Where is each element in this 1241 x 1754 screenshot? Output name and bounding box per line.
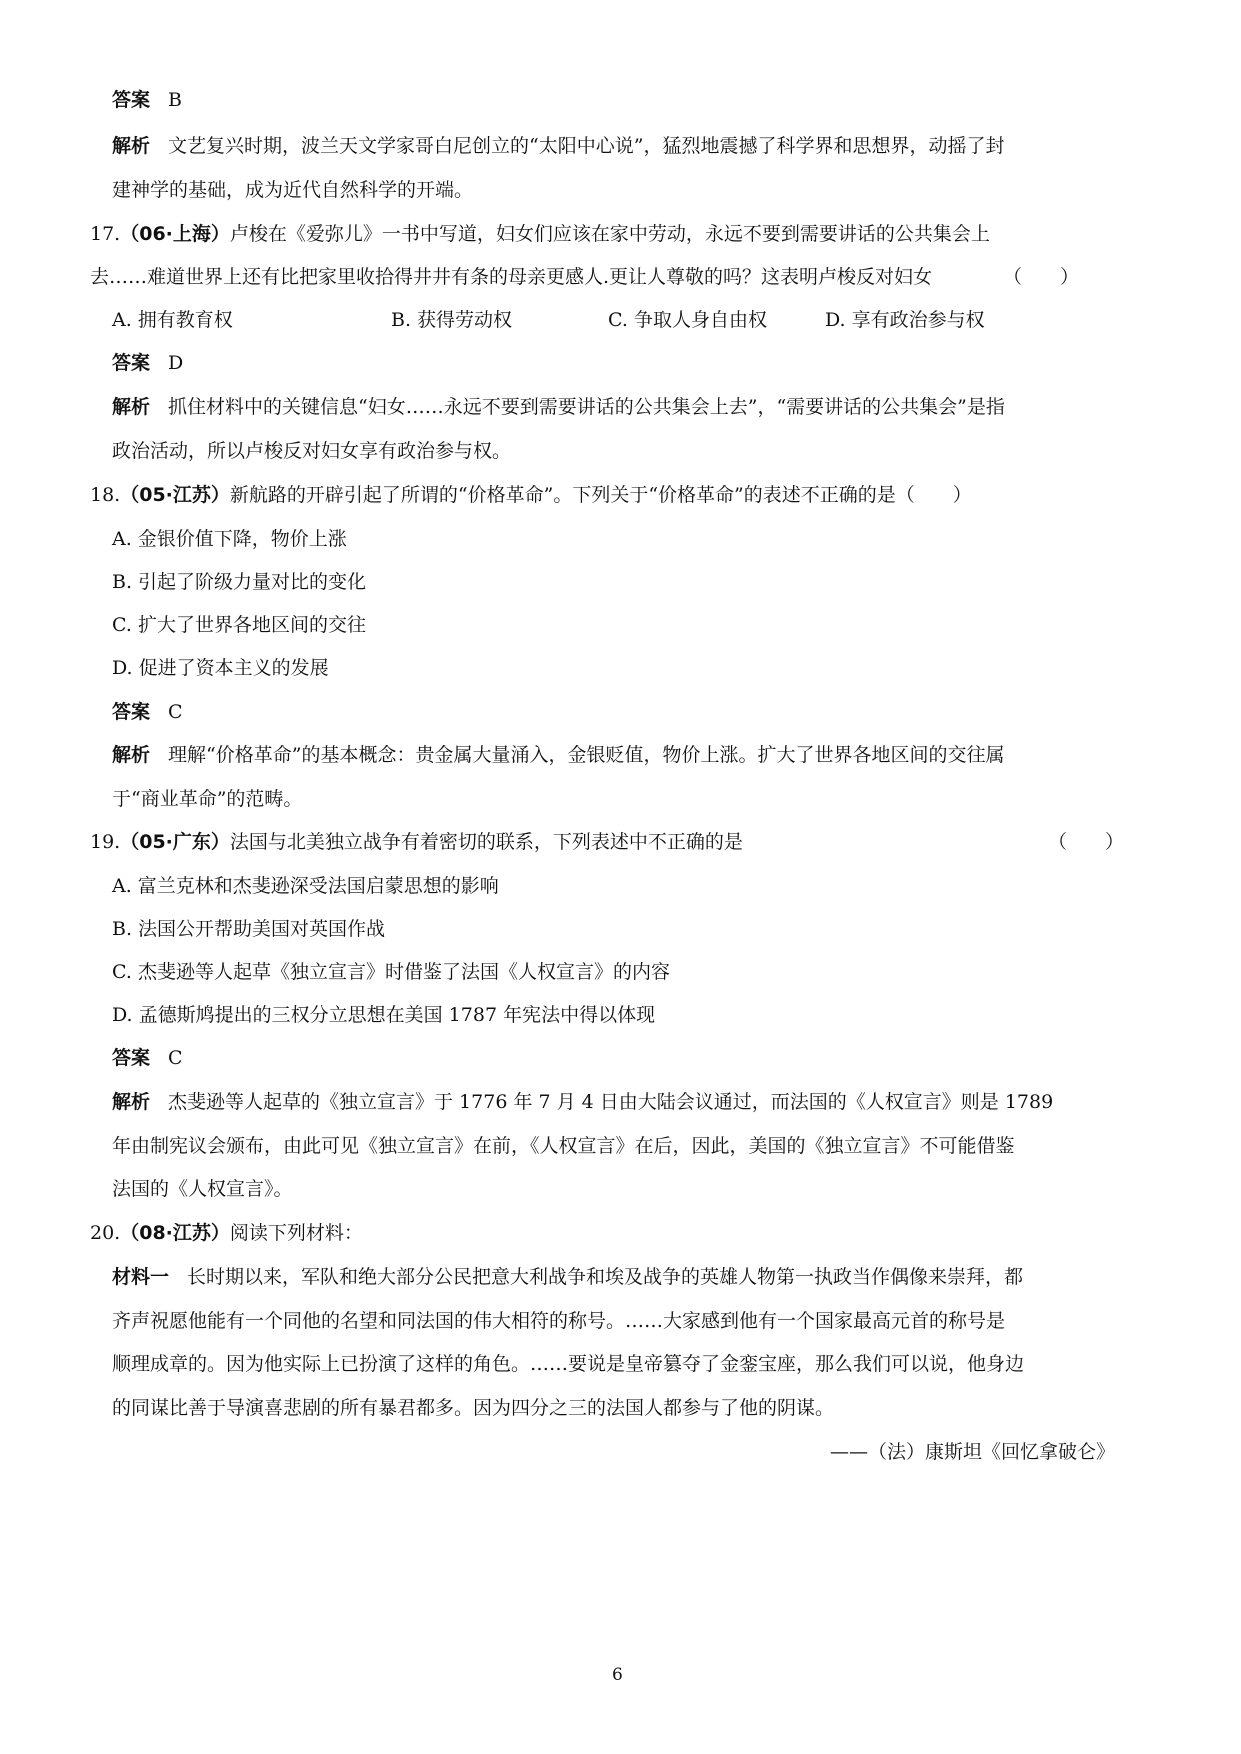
- q16-analysis-line-1: [112, 134, 1004, 158]
- q17-answer-value: D: [168, 352, 184, 374]
- analysis-label: 解析: [112, 1091, 151, 1113]
- q19-answer-paren: （ ）: [1048, 831, 1125, 853]
- q18-answer-line: [112, 700, 183, 724]
- q18-stem-line: [90, 483, 972, 507]
- q17-analysis-text-1: 抓住材料中的关键信息“妇女……永远不要到需要讲话的公共集会上去”，“需要讲话的公共集会”是指: [168, 396, 1005, 418]
- q17-option-d: D. 享有政治参与权: [825, 309, 985, 331]
- analysis-label: 解析: [112, 135, 151, 157]
- q19-stem-text: 法国与北美独立战争有着密切的联系，下列表述中不正确的是: [229, 831, 743, 853]
- answer-label: 答案: [112, 1047, 151, 1069]
- q20-material-line-1: [112, 1265, 1023, 1289]
- q20-material-text-1: 长时期以来，军队和绝大部分公民把意大利战争和埃及战争的英雄人物第一执政当作偶像来崇拜，都: [187, 1266, 1024, 1288]
- analysis-label: 解析: [112, 396, 151, 418]
- q18-option-c: C. 扩大了世界各地区间的交往: [112, 614, 366, 636]
- q19-option-d: D. 孟德斯鸠提出的三权分立思想在美国 1787 年宪法中得以体现: [112, 1004, 656, 1026]
- q16-analysis-text-1: 文艺复兴时期，波兰天文学家哥白尼创立的“太阳中心说”，猛烈地震撼了科学界和思想界，动摇了封: [168, 135, 1005, 157]
- q18-analysis-line-1: [112, 743, 1004, 767]
- page-number: 6: [612, 1665, 623, 1685]
- q18-number: 18.: [90, 484, 121, 506]
- q18-option-a: A. 金银价值下降，物价上涨: [112, 528, 347, 550]
- q17-answer-line: [112, 351, 183, 375]
- q17-analysis-line-2: 政治活动，所以卢梭反对妇女享有政治参与权。: [112, 440, 512, 462]
- q19-answer-line: [112, 1046, 183, 1070]
- material1-label: 材料一: [112, 1266, 170, 1288]
- analysis-label: 解析: [112, 744, 151, 766]
- q17-option-a: A. 拥有教育权: [112, 309, 233, 331]
- q20-material-line-4: 的同谋比善于导演喜悲剧的所有暴君都多。因为四分之三的法国人都参与了他的阴谋。: [112, 1397, 835, 1419]
- q19-source: （05·广东）: [120, 831, 230, 853]
- q18-answer-value: C: [168, 701, 183, 723]
- q19-option-c: C. 杰斐逊等人起草《独立宣言》时借鉴了法国《人权宣言》的内容: [112, 961, 670, 983]
- q20-number: 20.: [90, 1222, 121, 1244]
- q16-answer-value: B: [168, 89, 182, 111]
- q17-option-b: B. 获得劳动权: [391, 309, 513, 331]
- q17-option-c: C. 争取人身自由权: [608, 309, 767, 331]
- q20-material-line-3: 顺理成章的。因为他实际上已扮演了这样的角色。……要说是皇帝篡夺了金銮宝座，那么我们可以说，他身边: [112, 1353, 1025, 1375]
- answer-label: 答案: [112, 352, 151, 374]
- q18-option-b: B. 引起了阶级力量对比的变化: [112, 571, 367, 593]
- q17-stem-line-2: 去……难道世界上还有比把家里收拾得井井有条的母亲更感人.更让人尊敬的吗？这表明卢梭反对妇女: [90, 266, 933, 288]
- q18-analysis-text-1: 理解“价格革命”的基本概念：贵金属大量涌入，金银贬值，物价上涨。扩大了世界各地区间的交往属: [168, 744, 1005, 766]
- q19-stem-line: [90, 830, 743, 854]
- q18-option-d: D. 促进了资本主义的发展: [112, 657, 329, 679]
- q16-analysis-line-2: 建神学的基础，成为近代自然科学的开端。: [112, 179, 474, 201]
- q17-number: 17.: [90, 223, 121, 245]
- q18-stem-text: 新航路的开辟引起了所谓的“价格革命”。下列关于“价格革命”的表述不正确的是（ ）: [229, 484, 972, 506]
- q19-analysis-line-3: 法国的《人权宣言》。: [112, 1178, 293, 1200]
- q18-source: （05·江苏）: [120, 484, 230, 506]
- q20-citation: ——（法）康斯坦《回忆拿破仑》: [830, 1441, 1116, 1463]
- q19-analysis-line-1: [112, 1090, 1053, 1114]
- q17-stem-line-1: [90, 222, 990, 246]
- answer-label: 答案: [112, 701, 151, 723]
- q20-source: （08·江苏）: [120, 1222, 230, 1244]
- q20-material-line-2: 齐声祝愿他能有一个同他的名望和同法国的伟大相符的称号。……大家感到他有一个国家最高元首的称号是: [112, 1310, 1006, 1332]
- q19-answer-value: C: [168, 1047, 183, 1069]
- q19-number: 19.: [90, 831, 121, 853]
- q19-option-b: B. 法国公开帮助美国对英国作战: [112, 918, 386, 940]
- q18-analysis-line-2: 于“商业革命”的范畴。: [112, 788, 303, 810]
- q17-stem-text-1: 卢梭在《爱弥儿》一书中写道，妇女们应该在家中劳动，永远不要到需要讲话的公共集会上: [229, 223, 990, 245]
- q17-answer-paren: （ ）: [1003, 266, 1080, 288]
- q20-stem-line: [90, 1221, 363, 1245]
- q19-analysis-text-1: 杰斐逊等人起草的《独立宣言》于 1776 年 7 月 4 日由大陆会议通过，而法国的《人权宣言》则是 1789: [168, 1091, 1054, 1113]
- answer-label: 答案: [112, 89, 151, 111]
- q19-option-a: A. 富兰克林和杰斐逊深受法国启蒙思想的影响: [112, 875, 499, 897]
- q17-source: （06·上海）: [120, 223, 230, 245]
- q19-analysis-line-2: 年由制宪议会颁布，由此可见《独立宣言》在前，《人权宣言》在后，因此，美国的《独立宣言》不可能借鉴: [112, 1135, 1015, 1157]
- q20-stem-text: 阅读下列材料：: [229, 1222, 363, 1244]
- q16-answer-line: [112, 88, 182, 112]
- q17-analysis-line-1: [112, 395, 1005, 419]
